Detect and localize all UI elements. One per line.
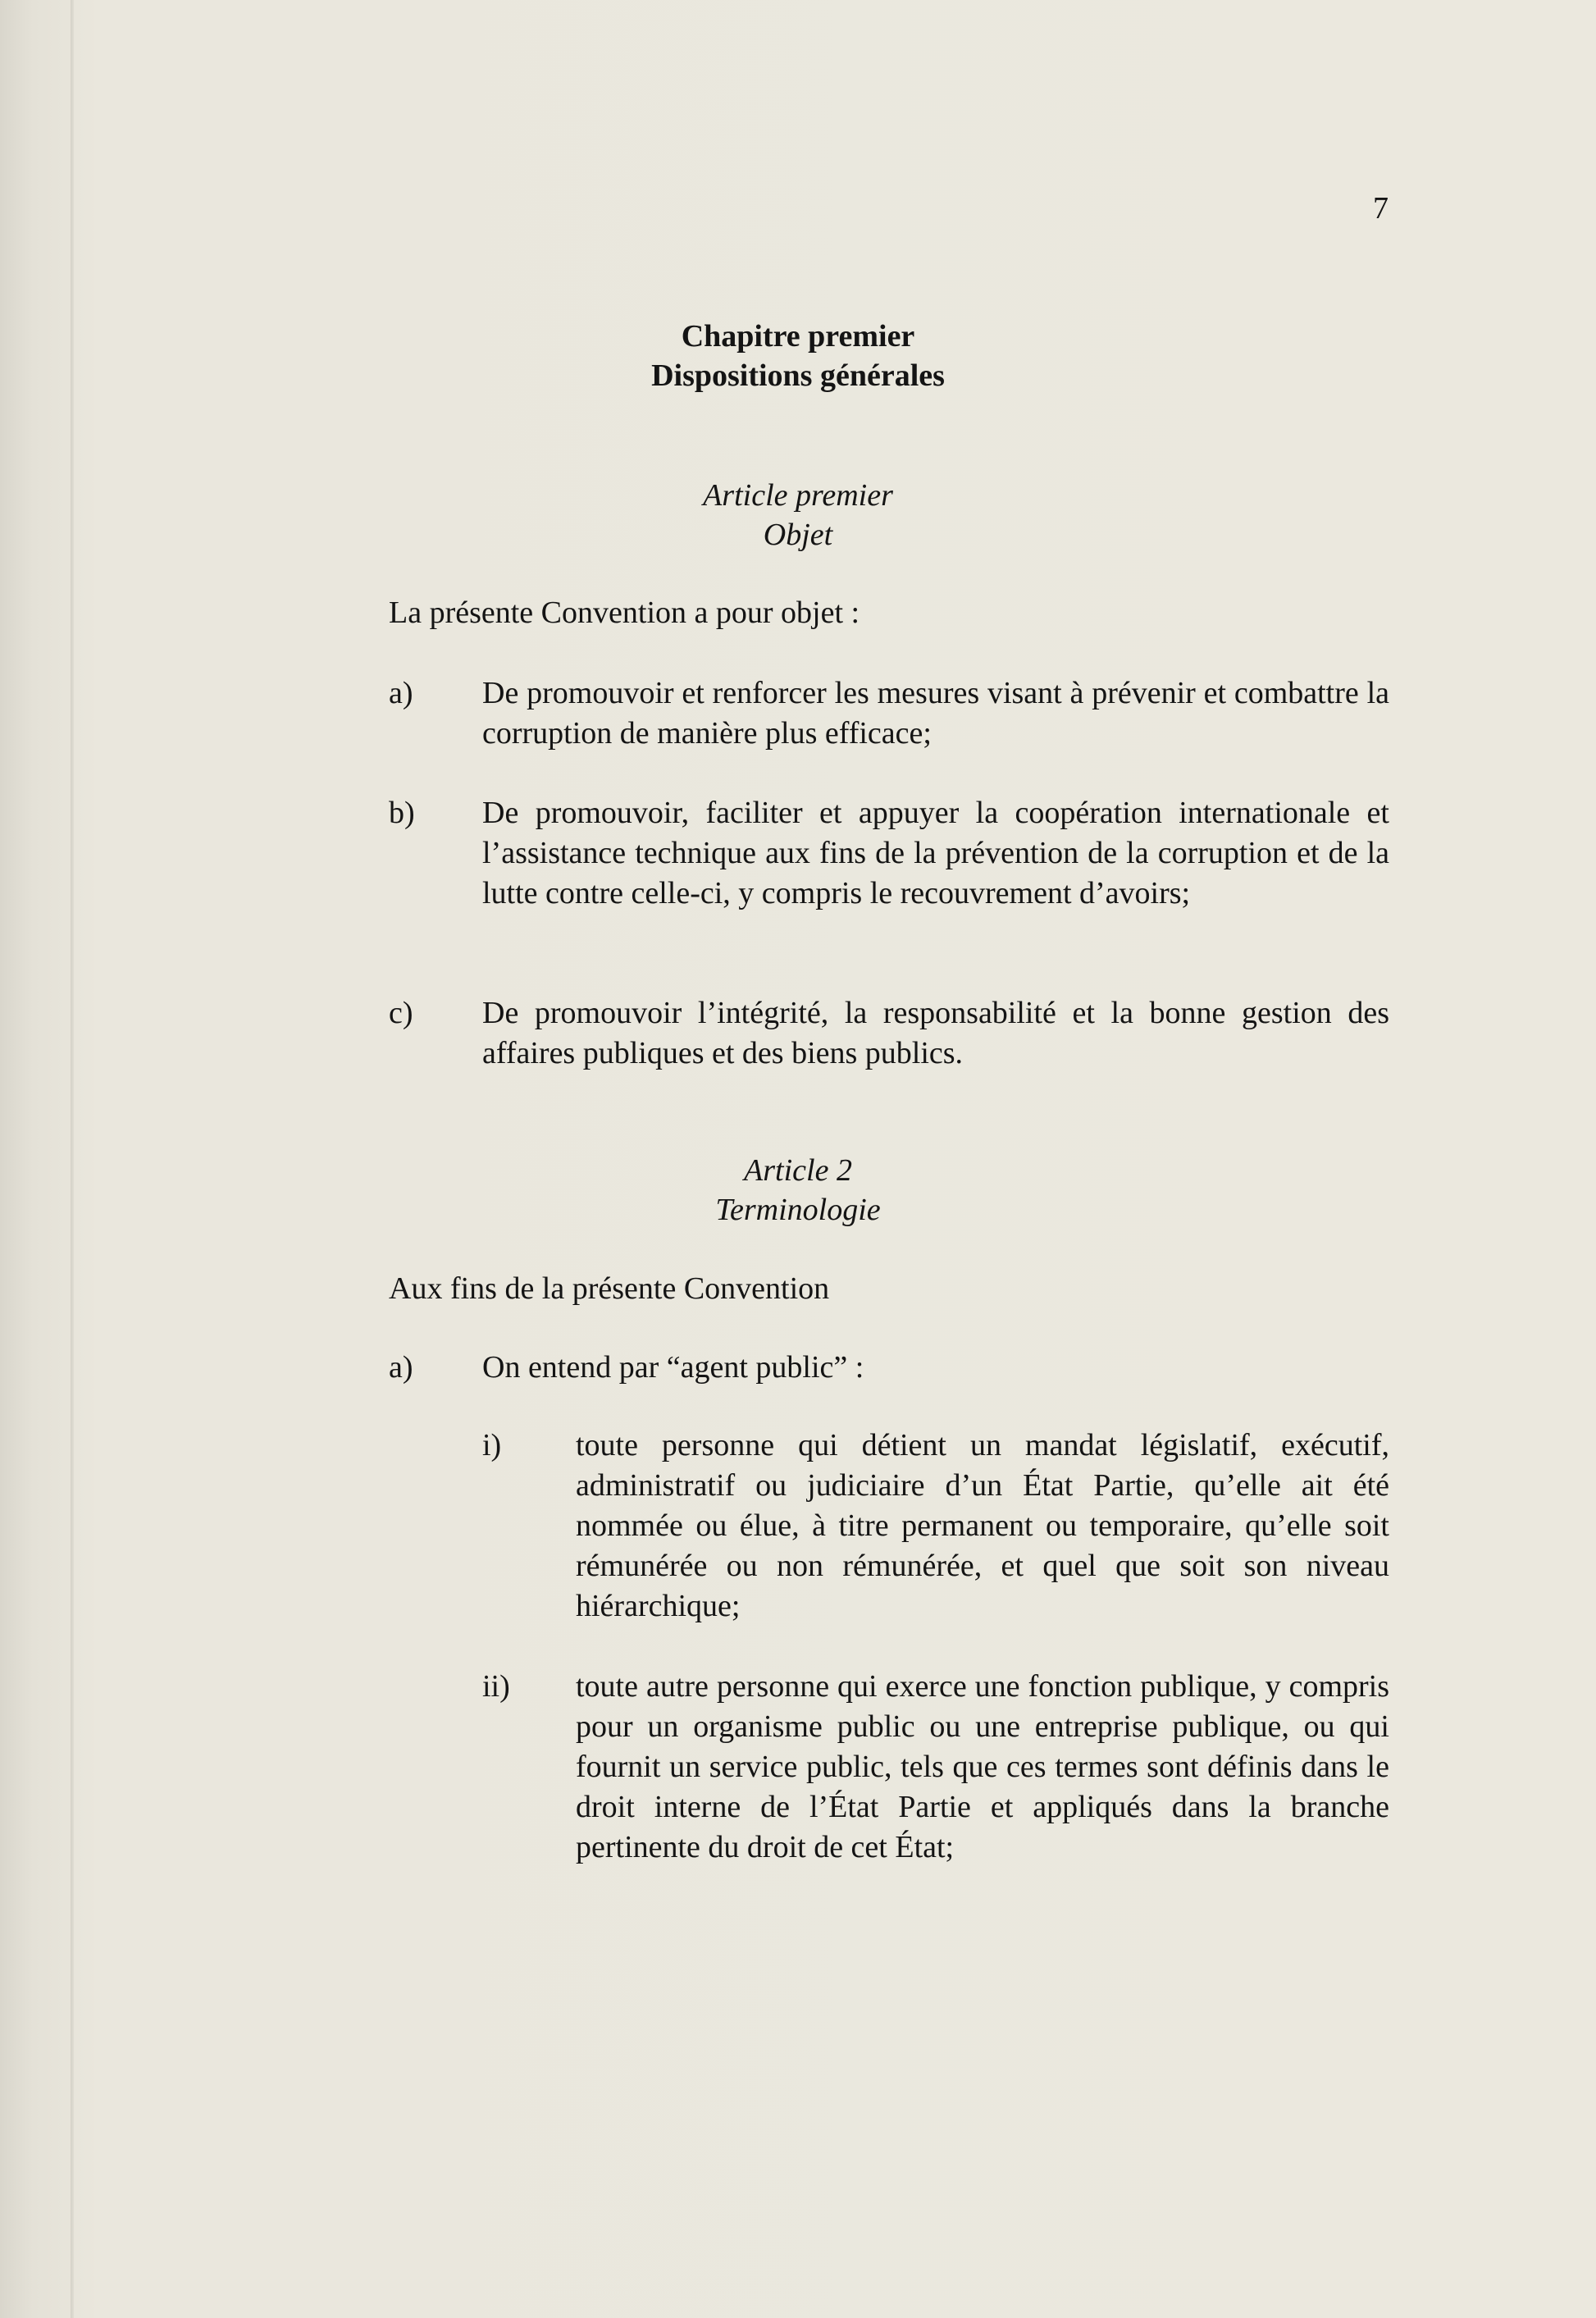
article-1-item-a-marker: a)	[389, 676, 413, 710]
article-1-item-c-text: De promouvoir l’intégrité, la responsabilité et la bonne gestion des affaires publiques et des biens publics.	[482, 996, 1389, 1070]
article-1-item-c-marker: c)	[389, 996, 413, 1030]
article-2-item-a-text: On entend par “agent public” :	[482, 1350, 864, 1385]
chapter-subtitle: Dispositions générales	[651, 358, 945, 393]
article-2-subitem-ii-marker: ii)	[482, 1669, 510, 1704]
article-1-item-b-marker: b)	[389, 796, 415, 830]
article-1-item-a-text: De promouvoir et renforcer les mesures visant à prévenir et combattre la corruption de manière plus efficace;	[482, 676, 1389, 751]
article-1-heading: Article premier	[703, 478, 893, 513]
article-2-subitem-i-text: toute personne qui détient un mandat législatif, exécutif, administratif ou judiciaire d’un État Partie, qu’elle ait été nommée ou élue, à titre permanent ou temporaire, qu’elle soit rémunérée ou non rémunérée, et quel que soit son niveau hiérarchique;	[576, 1428, 1389, 1623]
article-1-item-b-text: De promouvoir, faciliter et appuyer la coopération internationale et l’assistance technique aux fins de la prévention de la corruption et de la lutte contre celle-ci, y compris le recouvrement d’avoirs;	[482, 796, 1389, 910]
article-2-item-a-marker: a)	[389, 1350, 413, 1385]
article-2-subitem-i-marker: i)	[482, 1428, 502, 1462]
article-1-title: Objet	[763, 518, 833, 552]
article-2-intro: Aux fins de la présente Convention	[389, 1271, 830, 1306]
page-number: 7	[1373, 191, 1389, 226]
article-2-heading: Article 2	[744, 1153, 852, 1188]
article-2-subitem-ii-text: toute autre personne qui exerce une fonction publique, y compris pour un organisme public ou une entreprise publique, ou qui fournit un service public, tels que ces termes sont définis dans le droit interne de l’État Partie et appliqués dans la branche pertinente du droit de cet État;	[576, 1669, 1389, 1864]
article-2-title: Terminologie	[715, 1193, 881, 1227]
chapter-title: Chapitre premier	[681, 319, 915, 354]
article-1-intro: La présente Convention a pour objet :	[389, 595, 860, 630]
